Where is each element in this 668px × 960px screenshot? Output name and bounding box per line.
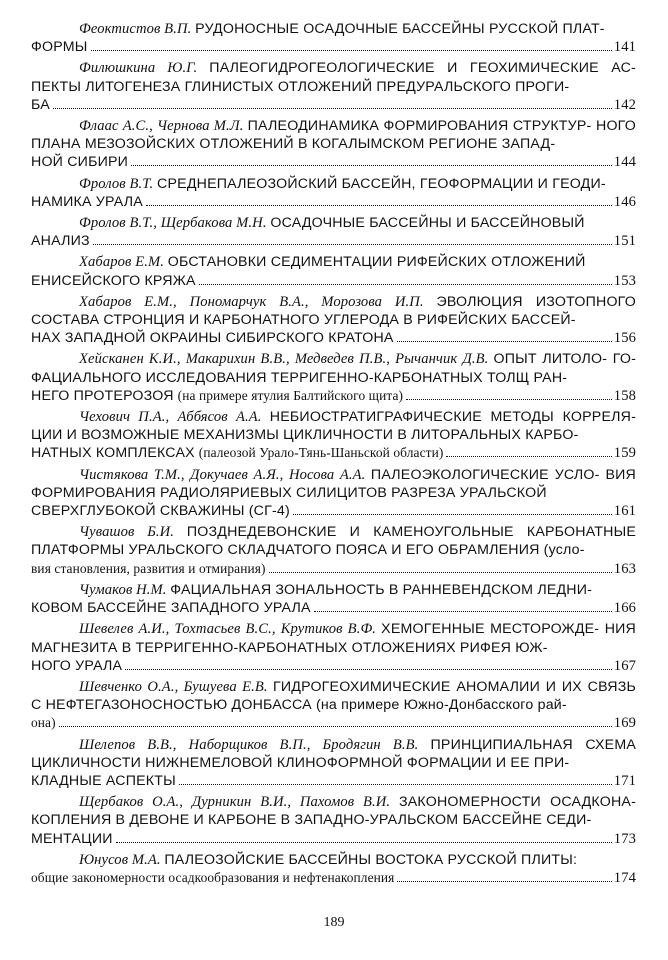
entry-heading xyxy=(31,253,636,271)
entry-page-number: 151 xyxy=(613,233,636,250)
entry-leader-line xyxy=(31,869,636,887)
entry-heading xyxy=(31,736,636,772)
entry-heading xyxy=(31,793,636,829)
entry-leader-line xyxy=(31,830,636,848)
entry-title: ПРИНЦИПИАЛЬНАЯ СХЕМА ЦИКЛИЧНОСТИ НИЖНЕМЕЛОВОЙ КЛИНОФОРМНОЙ ФОРМАЦИИ И ЕЕ ПРИ- xyxy=(31,736,637,771)
entry-title: ФАЦИАЛЬНАЯ ЗОНАЛЬНОСТЬ В РАННЕВЕНДСКОМ ЛЕДНИ- xyxy=(170,581,593,598)
entry-authors: Чехович П.А., Аббясов А.А. xyxy=(79,409,262,426)
dot-leader xyxy=(199,284,612,285)
toc-page xyxy=(31,20,636,890)
entry-heading xyxy=(31,466,636,502)
dot-leader xyxy=(446,456,611,457)
entry-page-number: 141 xyxy=(613,39,636,56)
entry-leader-line xyxy=(31,272,636,290)
entry-authors: Чумаков Н.М. xyxy=(79,581,167,598)
entry-title: ЗАКОНОМЕРНОСТИ ОСАДКОНА- КОПЛЕНИЯ В ДЕВОНЕ И КАРБОНЕ В ЗАПАДНО-УРАЛЬСКОМ БАССЕЙНЕ СЕДИ- xyxy=(31,794,636,829)
toc-entry[interactable] xyxy=(31,678,636,733)
entry-title: СРЕДНЕПАЛЕОЗОЙСКИЙ БАССЕЙН, ГЕОФОРМАЦИИ И ГЕОДИ- xyxy=(157,175,606,192)
toc-entry[interactable] xyxy=(31,851,636,887)
entry-page-number: 174 xyxy=(613,869,636,886)
entry-title: НЕБИОСТРАТИГРАФИЧЕСКИЕ МЕТОДЫ КОРРЕЛЯ- ЦИИ И ВОЗМОЖНЫЕ МЕХАНИЗМЫ ЦИКЛИЧНОСТИ В ЛИТОРАЛЬНЫХ КАРБО- xyxy=(31,409,637,444)
entry-title: ОПЫТ ЛИТОЛО- ГО-ФАЦИАЛЬНОГО ИССЛЕДОВАНИЯ ТЕРРИГЕННО-КАРБОНАТНЫХ ТОЛЩ РАН- xyxy=(31,351,637,386)
entry-page-number: 173 xyxy=(613,830,636,847)
entry-title-tail: НАХ ЗАПАДНОЙ ОКРАИНЫ СИБИРСКОГО КРАТОНА xyxy=(31,330,394,347)
dot-leader xyxy=(91,50,612,51)
entry-leader-line xyxy=(31,96,636,114)
dot-leader xyxy=(93,244,612,245)
dot-leader xyxy=(314,611,612,612)
entry-leader-line xyxy=(31,329,636,347)
entry-heading xyxy=(31,20,636,38)
toc-entry[interactable] xyxy=(31,793,636,848)
entry-title: ПАЛЕОДИНАМИКА ФОРМИРОВАНИЯ СТРУКТУР- НОГО ПЛАНА МЕЗОЗОЙСКИХ ОТЛОЖЕНИЙ В КОГАЛЫМСКОМ РЕГИОНЕ ЗАПАД- xyxy=(31,118,637,153)
entry-title: ХЕМОГЕННЫЕ МЕСТОРОЖДЕ- НИЯ МАГНЕЗИТА В ТЕРРИГЕННО-КАРБОНАТНЫХ ОТЛОЖЕНИЯХ РИФЕЯ ЮЖ- xyxy=(31,621,637,656)
entry-title-tail: АНАЛИЗ xyxy=(31,233,90,250)
dot-leader xyxy=(116,842,612,843)
toc-entry[interactable] xyxy=(31,214,636,250)
dot-leader xyxy=(53,108,612,109)
entry-title-tail: НАМИКА УРАЛА xyxy=(31,193,143,210)
entry-heading xyxy=(31,408,636,444)
entry-title: ОСАДОЧНЫЕ БАССЕЙНЫ И БАССЕЙНОВЫЙ xyxy=(270,215,585,232)
dot-leader xyxy=(293,514,612,515)
toc-entry[interactable] xyxy=(31,466,636,521)
dot-leader xyxy=(125,669,612,670)
entry-title-tail: КЛАДНЫЕ АСПЕКТЫ xyxy=(31,772,176,789)
toc-entry[interactable] xyxy=(31,175,636,211)
toc-entry[interactable] xyxy=(31,117,636,172)
entry-title-tail: НОГО УРАЛА xyxy=(31,657,123,674)
entry-page-number: 163 xyxy=(613,560,636,577)
entry-heading xyxy=(31,678,636,714)
dot-leader xyxy=(59,726,612,727)
entry-title: ПОЗДНЕДЕВОНСКИЕ И КАМЕНОУГОЛЬНЫЕ КАРБОНАТНЫЕ ПЛАТФОРМЫ УРАЛЬСКОГО СКЛАДЧАТОГО ПОЯСА И ЕГО ОБРАМЛЕНИЯ (усло- xyxy=(31,524,636,559)
toc-entry[interactable] xyxy=(31,20,636,56)
entry-heading xyxy=(31,117,636,153)
entry-page-number: 146 xyxy=(613,193,636,210)
entry-page-number: 159 xyxy=(613,445,636,462)
entry-page-number: 169 xyxy=(613,715,636,732)
entry-page-number: 142 xyxy=(613,96,636,113)
dot-leader xyxy=(397,881,611,882)
entry-title-tail: НЕГО ПРОТЕРОЗОЯ xyxy=(31,387,174,404)
entry-leader-line xyxy=(31,657,636,675)
entry-authors: Чистякова Т.М., Докучаев А.Я., Носова А.А. xyxy=(79,466,366,483)
entry-title: ПАЛЕОЭКОЛОГИЧЕСКИЕ УСЛО- ВИЯ ФОРМИРОВАНИЯ РАДИОЛЯРИЕВЫХ СИЛИЦИТОВ РАЗРЕЗА УРАЛЬСКОЙ xyxy=(31,466,637,501)
entry-page-number: 158 xyxy=(613,387,636,404)
entry-title: РУДОНОСНЫЕ ОСАДОЧНЫЕ БАССЕЙНЫ РУССКОЙ ПЛАТ- xyxy=(195,21,605,37)
entry-authors: Хабаров Е.М., Пономарчук В.А., Морозова И.П. xyxy=(79,293,424,310)
entry-page-number: 161 xyxy=(613,503,636,520)
entry-note: (на примере ятулия Балтийского щита) xyxy=(177,387,404,403)
toc-entry[interactable] xyxy=(31,581,636,617)
entry-page-number: 166 xyxy=(613,600,636,617)
entry-page-number: 171 xyxy=(613,772,636,789)
toc-entry[interactable] xyxy=(31,736,636,791)
entry-authors: Шевелев А.И., Тохтасьев В.С., Крутиков В.Ф. xyxy=(79,621,377,638)
entry-title: ОБСТАНОВКИ СЕДИМЕНТАЦИИ РИФЕЙСКИХ ОТЛОЖЕНИЙ xyxy=(167,254,586,271)
entry-authors: Хейсканен К.И., Макарихин В.В., Медведев П.В., Рычанчик Д.В. xyxy=(79,351,489,368)
dot-leader xyxy=(131,165,612,166)
entry-title-tail: ФОРМЫ xyxy=(31,39,88,56)
dot-leader xyxy=(269,572,612,573)
entry-title-tail: общие закономерности осадкообразования и нефтенакопления xyxy=(31,869,395,885)
toc-entry[interactable] xyxy=(31,408,636,463)
entry-leader-line xyxy=(31,560,636,578)
entry-title: ПАЛЕОЗОЙСКИЕ БАССЕЙНЫ ВОСТОКА РУССКОЙ ПЛИТЫ: xyxy=(164,851,578,868)
entry-title-tail: КОВОМ БАССЕЙНЕ ЗАПАДНОГО УРАЛА xyxy=(31,600,311,617)
dot-leader xyxy=(397,341,612,342)
entry-leader-line xyxy=(31,502,636,520)
entry-leader-line xyxy=(31,153,636,171)
entry-heading xyxy=(31,581,636,599)
entry-title: ПАЛЕОГИДРОГЕОЛОГИЧЕСКИЕ И ГЕОХИМИЧЕСКИЕ АС- ПЕКТЫ ЛИТОГЕНЕЗА ГЛИНИСТЫХ ОТЛОЖЕНИЙ ПРЕДУРАЛЬСКОГО ПРОГИ- xyxy=(31,60,636,95)
entry-authors: Юнусов М.А. xyxy=(79,851,161,868)
page-number: 189 xyxy=(323,915,345,930)
entry-note: (палеозой Урало-Тянь-Шаньской области) xyxy=(198,445,444,461)
toc-entry[interactable] xyxy=(31,59,636,114)
entry-leader-line xyxy=(31,387,636,405)
entry-leader-line xyxy=(31,232,636,250)
toc-entry[interactable] xyxy=(31,523,636,578)
entry-leader-line xyxy=(31,599,636,617)
entry-heading xyxy=(31,293,636,329)
entry-title-tail: СВЕРХГЛУБОКОЙ СКВАЖИНЫ (СГ-4) xyxy=(31,503,290,520)
entry-title-tail: БА xyxy=(31,96,50,113)
entry-heading xyxy=(31,59,636,95)
entry-leader-line xyxy=(31,444,636,462)
entry-page-number: 167 xyxy=(613,657,636,674)
toc-entry[interactable] xyxy=(31,293,636,348)
dot-leader xyxy=(179,784,612,785)
entry-title-tail: НАТНЫХ КОМПЛЕКСАХ xyxy=(31,445,195,462)
entry-heading xyxy=(31,350,636,386)
entry-leader-line xyxy=(31,193,636,211)
entry-heading xyxy=(31,620,636,656)
entry-heading xyxy=(31,851,636,869)
toc-entry[interactable] xyxy=(31,350,636,405)
entry-heading xyxy=(31,523,636,559)
entry-authors: Феоктистов В.П. xyxy=(79,21,192,37)
entry-page-number: 156 xyxy=(613,330,636,347)
entry-title: ГИДРОГЕОХИМИЧЕСКИЕ АНОМАЛИИ И ИХ СВЯЗЬ С НЕФТЕГАЗОНОСНОСТЬЮ ДОНБАССА (на примере Южно-Донбасского рай- xyxy=(31,678,636,714)
entry-authors: Филюшкина Ю.Г. xyxy=(79,60,198,77)
entry-title-tail: МЕНТАЦИИ xyxy=(31,830,113,847)
entry-authors: Флаас А.С., Чернова М.Л. xyxy=(79,118,244,135)
entry-heading xyxy=(31,214,636,232)
entry-authors: Щербаков О.А., Дурникин В.И., Пахомов В.И. xyxy=(79,794,391,811)
toc-entry[interactable] xyxy=(31,253,636,289)
entry-title-tail: она) xyxy=(31,715,56,731)
entry-authors: Фролов В.Т., Щербакова М.Н. xyxy=(79,215,267,232)
entry-authors: Хабаров Е.М. xyxy=(79,254,164,271)
entry-page-number: 144 xyxy=(613,154,636,171)
entry-authors: Фролов В.Т. xyxy=(79,175,154,192)
entry-page-number: 153 xyxy=(613,272,636,289)
entry-leader-line xyxy=(31,38,636,56)
entry-authors: Чувашов Б.И. xyxy=(79,524,175,541)
entry-title: ЭВОЛЮЦИЯ ИЗОТОПНОГО СОСТАВА СТРОНЦИЯ И КАРБОНАТНОГО УГЛЕРОДА В РИФЕЙСКИХ БАССЕЙ- xyxy=(31,293,637,329)
toc-entry[interactable] xyxy=(31,620,636,675)
entry-leader-line xyxy=(31,714,636,732)
dot-leader xyxy=(146,205,612,206)
entry-title-tail: ЕНИСЕЙСКОГО КРЯЖА xyxy=(31,272,196,289)
entry-title-tail: НОЙ СИБИРИ xyxy=(31,154,129,171)
entry-leader-line xyxy=(31,772,636,790)
entry-authors: Шевченко О.А., Бушуева Е.В. xyxy=(79,678,268,695)
entry-title-tail: вия становления, развития и отмирания) xyxy=(31,560,266,576)
entry-heading xyxy=(31,175,636,193)
dot-leader xyxy=(406,399,612,400)
entry-authors: Шелепов В.В., Наборщиков В.П., Бродягин В.В. xyxy=(79,736,419,753)
